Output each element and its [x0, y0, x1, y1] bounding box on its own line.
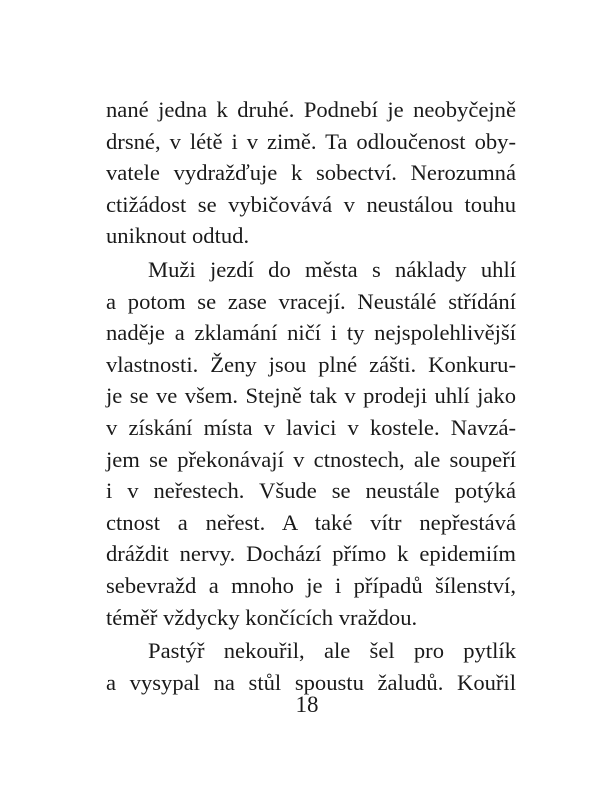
text-line: vatele vydražďuje k sobectví. Nerozumná	[106, 160, 516, 186]
text-line: drsné, v létě i v zimě. Ta odloučenost oby-	[106, 128, 516, 154]
text-line: a potom se zase vracejí. Neustálé střídání	[106, 288, 516, 314]
text-line: i v neřestech. Všude se neustále potýká	[106, 478, 516, 504]
paragraph	[106, 254, 516, 633]
text-line: naděje a zklamání ničí i ty nejspolehlivější	[106, 320, 516, 346]
text-line: jem se překonávají v ctnostech, ale soupeří	[106, 446, 516, 472]
paragraph	[106, 635, 516, 698]
text-line: Pastýř nekouřil, ale šel pro pytlík	[148, 638, 516, 664]
page-number: 18	[295, 692, 319, 717]
text-line: vlastnosti. Ženy jsou plné zášti. Konkuru-	[106, 351, 516, 377]
text-line: a vysypal na stůl spoustu žaludů. Kouřil	[106, 669, 516, 695]
text-line: nané jedna k druhé. Podnebí je neobyčejně	[106, 97, 516, 122]
text-line: dráždit nervy. Dochází přímo k epidemiím	[106, 541, 516, 567]
text-line: téměř vždycky končících vraždou.	[106, 604, 418, 630]
text-line: ctižádost se vybičovává v neustálou touhu	[106, 191, 516, 217]
text-line: ctnost a neřest. A také vítr nepřestává	[106, 509, 516, 535]
text-line: uniknout odtud.	[106, 223, 250, 249]
text-line: Muži jezdí do města s náklady uhlí	[148, 256, 516, 282]
text-line: je se ve všem. Stejně tak v prodeji uhlí jako	[106, 383, 516, 409]
text-line: v získání místa v lavici v kostele. Navzá-	[106, 414, 516, 440]
paragraph	[106, 94, 516, 252]
body-text	[106, 94, 516, 698]
text-line: sebevražd a mnoho je i případů šílenství,	[106, 572, 516, 598]
